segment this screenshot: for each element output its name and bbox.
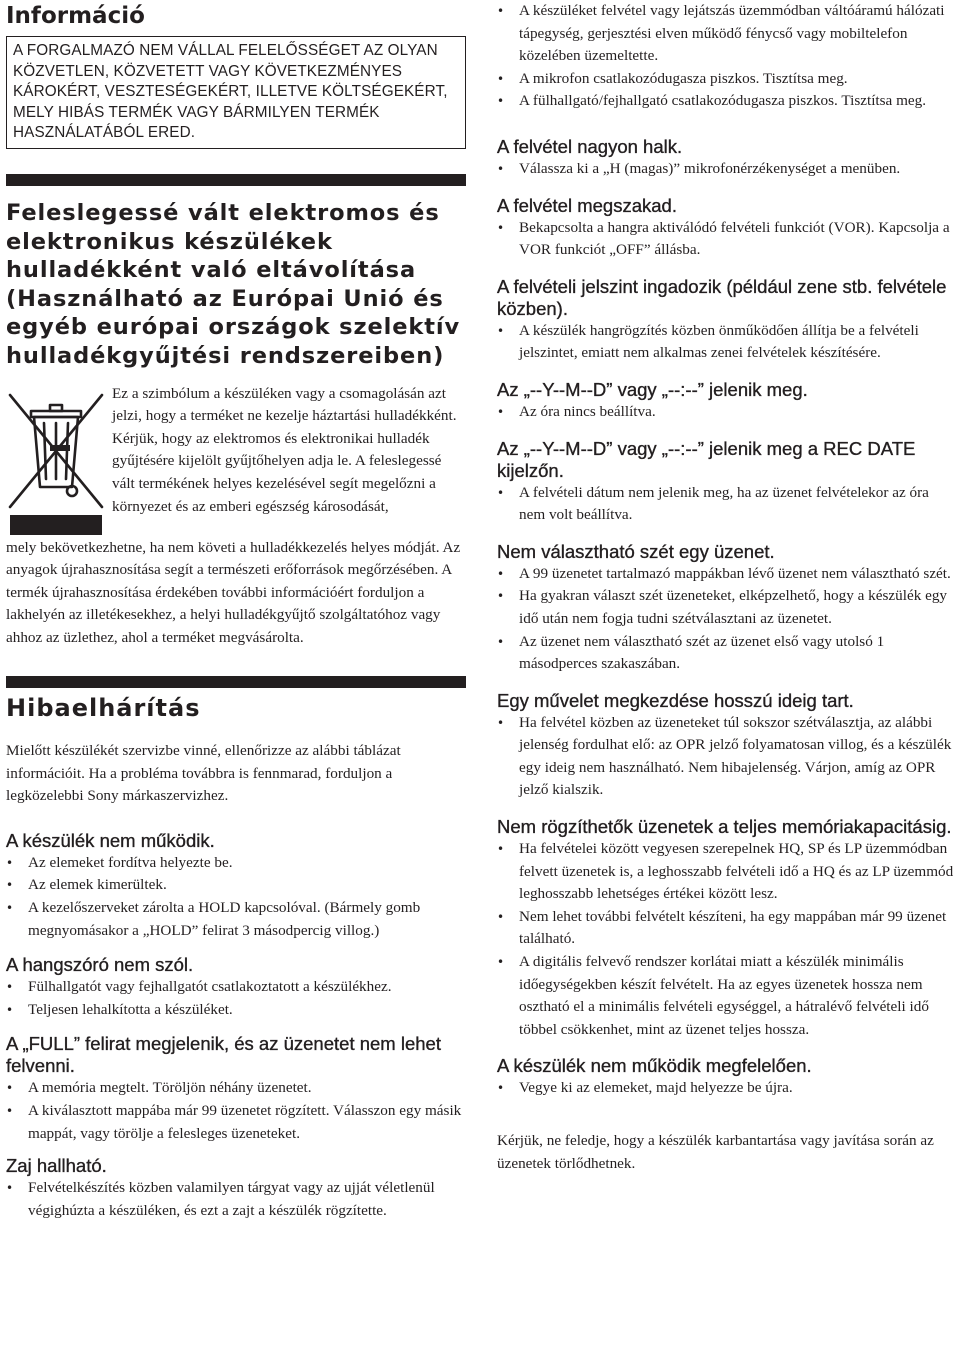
- section-heading: A készülék nem működik megfelelően.: [497, 1055, 812, 1077]
- list-item: • A készüléket felvétel vagy lejátszás üzemmódban váltóáramú hálózati tápegység, gerjesztési elven működő fénycső vagy mobiltelefon közelében üzemeltette.: [497, 0, 957, 68]
- disposal-text-wrapped: Ez a szimbólum a készüléken vagy a csomagolásán azt jelzi, hogy a terméket ne kezelje háztartási hulladékként. Kérjük, hogy az elektromos és elektronikai hulladék gyűjtésére kijelölt gyűjtőhelyen adja le. A feleslegessé vált termékének helyes kezelésével segít megelőzni a környezet és az emberi egészség károsodását,: [112, 384, 457, 515]
- right-troubleshooting-list: [497, 136, 957, 1100]
- info-title: Információ: [6, 3, 145, 29]
- section-items: [497, 838, 957, 1041]
- disposal-text: mely bekövetkezhetne, ha nem követi a hulladékkezelés helyes módját. Az anyagok újrahasznosítása segít a természeti erőforrások megőrzésében. A termék újrahasznosítása érdekében további információért forduljon a lakhelyén az illetékesekhez, a helyi hulladékgyűjtő szolgáltatóhoz vagy ahhoz az üzlethez, ahol a terméket megvásárolta.: [6, 538, 461, 646]
- list-item: • A fülhallgató/fejhallgató csatlakozódugasza piszkos. Tisztítsa meg.: [497, 90, 957, 113]
- section-items: [497, 320, 957, 365]
- list-item: • Bekapcsolta a hangra aktiválódó felvételi funkciót (VOR). Kapcsolja a VOR funkciót „OFF” állásba.: [497, 217, 957, 262]
- list-item: • Az üzenet nem választható szét az üzenet első vagy utolsó 1 másodperces szakaszában.: [497, 631, 957, 676]
- list-item: • A felvételi dátum nem jelenik meg, ha az üzenet felvételekor az óra nem volt beállítva.: [497, 482, 957, 527]
- section-heading: A készülék nem működik.: [6, 829, 215, 851]
- right-column: [497, 0, 957, 1175]
- section-heading: A „FULL” felirat megjelenik, és az üzenetet nem lehet felvenni.: [6, 1033, 441, 1077]
- section-heading: A hangszóró nem szól.: [6, 954, 194, 976]
- closing-note: Kérjük, ne feledje, hogy a készülék karbantartása vagy javítása során az üzenetek törlődhetnek.: [497, 1132, 934, 1172]
- list-item: • A készülék hangrögzítés közben önműködően állítja be a felvételi jelszintet, emiatt nem alkalmas zenei felvételek készítésére.: [497, 320, 957, 365]
- section-items: [497, 712, 957, 802]
- disposal-title: Feleslegessé vált elektromos és elektronikus készülékek hulladékként való eltávolítása (Használható az Európai Unió és egyéb európai országok szelektív hulladékgyűjtési rendszereiben): [6, 199, 461, 369]
- section-heading: Zaj hallható.: [6, 1155, 107, 1177]
- crossed-out-wheelie-bin-icon: [6, 391, 106, 511]
- list-item: • Felvételkészítés közben valamilyen tárgyat vagy az ujját véletlenül végighúzta a készüléken, és ezt a zajt a készülék rögzítette.: [6, 1177, 466, 1222]
- section-items: [6, 976, 466, 1021]
- disposal-block: [6, 383, 466, 537]
- section-items: [497, 482, 957, 527]
- list-item: • Válassza ki a „H (magas)” mikrofonérzékenységet a menüben.: [497, 158, 957, 181]
- left-troubleshooting-list: [6, 830, 466, 1223]
- section-heading: A felvételi jelszint ingadozik (például zene stb. felvétele közben).: [497, 275, 947, 319]
- list-item: • A digitális felvevő rendszer korlátai miatt a készülék minimális időegységekben készít felvételt. Ha az egyes üzenetek hossza nem osztható el a minimális felvételi egységgel, a hátralévő felvételi idő többel csökkenhet, mint az üzenet teljes hossza.: [497, 951, 957, 1041]
- section-items: [497, 401, 957, 424]
- section-heading: Nem választható szét egy üzenet.: [497, 540, 775, 562]
- list-item: • A 99 üzenetet tartalmazó mappákban lévő üzenet nem választható szét.: [497, 563, 957, 586]
- list-item: • A memória megtelt. Töröljön néhány üzenetet.: [6, 1077, 466, 1100]
- noise-causes-list: [497, 0, 957, 113]
- section-items: [497, 158, 957, 181]
- section-items: [497, 1077, 957, 1100]
- section-items: [6, 1177, 466, 1222]
- list-item: • A mikrofon csatlakozódugasza piszkos. Tisztítsa meg.: [497, 68, 957, 91]
- list-item: • A kezelőszerveket zárolta a HOLD kapcsolóval. (Bármely gomb megnyomásakor a „HOLD” felirat 3 másodpercig villog.): [6, 897, 466, 942]
- list-item: • A kiválasztott mappába már 99 üzenetet rögzített. Válasszon egy másik mappát, vagy törölje a felesleges üzeneteket.: [6, 1100, 466, 1145]
- list-item: • Ha felvétel közben az üzeneteket túl sokszor szétválasztja, az alábbi jelenség fordulhat elő: az OPR jelző folyamatosan villog, és a készülék egy ideig nem használható. Nem hibajelenség. Várjon, amíg az OPR jelző kialszik.: [497, 712, 957, 802]
- list-item: • Ha gyakran választ szét üzeneteket, elképzelhető, hogy a készülék egy idő után nem fogja tudni szétválasztani az üzenetet.: [497, 585, 957, 630]
- section-divider-bar: [6, 676, 466, 688]
- section-items: [6, 1077, 466, 1145]
- list-item: • Az elemek kimerültek.: [6, 874, 466, 897]
- section-items: [497, 563, 957, 676]
- left-column: [6, 0, 466, 1222]
- section-heading: A felvétel nagyon halk.: [497, 135, 683, 157]
- list-item: • Az elemeket fordítva helyezte be.: [6, 852, 466, 875]
- section-heading: Egy művelet megkezdése hosszú ideig tart.: [497, 689, 854, 711]
- section-items: [497, 217, 957, 262]
- list-item: • Fülhallgatót vagy fejhallgatót csatlakoztatott a készülékhez.: [6, 976, 466, 999]
- list-item: • Teljesen lehalkította a készüléket.: [6, 999, 466, 1022]
- trouble-intro: Mielőtt készülékét szervizbe vinné, ellenőrizze az alábbi táblázat információit. Ha a probléma továbbra is fennmarad, forduljon a legközelebbi Sony márkaszervizhez.: [6, 742, 401, 805]
- trouble-title: Hibaelhárítás: [6, 693, 201, 722]
- section-divider-bar: [6, 174, 466, 186]
- list-item: • Az óra nincs beállítva.: [497, 401, 957, 424]
- section-heading: Az „--Y--M--D” vagy „--:--” jelenik meg a REC DATE kijelzőn.: [497, 437, 916, 481]
- section-heading: Az „--Y--M--D” vagy „--:--” jelenik meg.: [497, 378, 808, 400]
- section-items: [6, 852, 466, 942]
- list-item: • Vegye ki az elemeket, majd helyezze be újra.: [497, 1077, 957, 1100]
- disclaimer-box: A FORGALMAZÓ NEM VÁLLAL FELELŐSSÉGET AZ OLYAN KÖZVETLEN, KÖZVETETT VAGY KÖVETKEZMÉNYES KÁROKÉRT, VESZTESÉGEKÉRT, ILLETVE KÖLTSÉGEKÉRT, MELY HIBÁS TERMÉK VAGY BÁRMILYEN TERMÉK HASZNÁLATÁBÓL ERED.: [6, 36, 466, 149]
- section-heading: Nem rögzíthetők üzenetek a teljes memóriakapacitásig.: [497, 816, 952, 838]
- list-item: • Nem lehet további felvételt készíteni, ha egy mappában már 99 üzenet található.: [497, 906, 957, 951]
- section-heading: A felvétel megszakad.: [497, 194, 677, 216]
- list-item: • Ha felvételei között vegyesen szerepelnek HQ, SP és LP üzemmódban felvett üzenetek is, a leghosszabb felvételi idő a HQ és az LP üzemmód leghosszabb lehetséges értékei között lesz.: [497, 838, 957, 906]
- bin-underline-bar: [10, 515, 102, 535]
